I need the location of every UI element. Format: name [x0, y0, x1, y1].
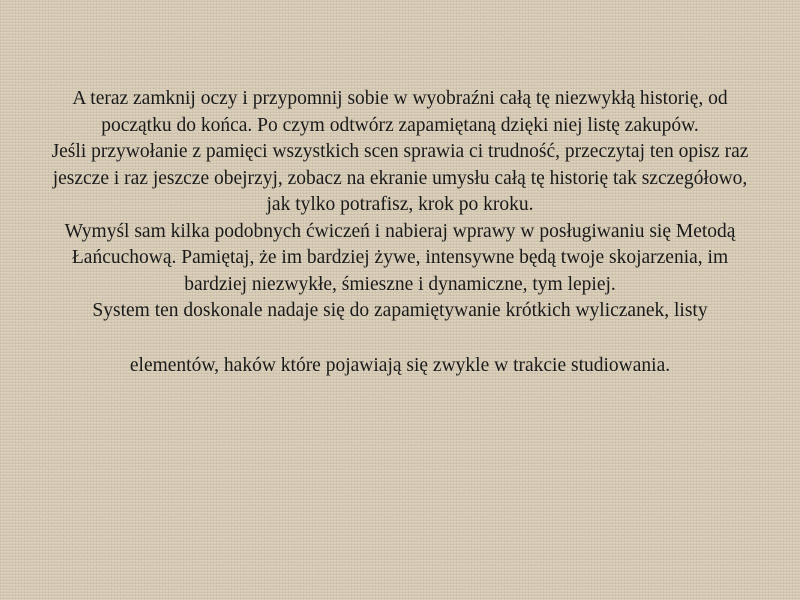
paragraph-recall-story: A teraz zamknij oczy i przypomnij sobie w wyobraźni całą tę niezwykłą historię, od początku do końca. Po czym odtwórz zapamiętaną dzięki niej listę zakupów.	[72, 88, 728, 136]
slide-body-text	[40, 86, 760, 379]
paragraph-system-usage-continued: elementów, haków które pojawiają się zwykle w trakcie studiowania.	[129, 354, 671, 376]
paragraph-system-usage: System ten doskonale nadaje się do zapamiętywanie krótkich wyliczanek, listy	[92, 300, 708, 321]
paragraph-practice-chain-method: Wymyśl sam kilka podobnych ćwiczeń i nabieraj wprawy w posługiwaniu się Metodą Łańcuchową. Pamiętaj, że im bardziej żywe, intensywne będą twoje skojarzenia, im bardziej niezwykłe, śmieszne i dynamiczne, tym lepiej.	[64, 220, 736, 295]
paragraph-reread-tip: Jeśli przywołanie z pamięci wszystkich scen sprawia ci trudność, przeczytaj ten opisz raz jeszcze i raz jeszcze obejrzyj, zobacz na ekranie umysłu całą tę historię tak szczegółowo, jak tylko potrafisz, krok po kroku.	[51, 141, 749, 215]
